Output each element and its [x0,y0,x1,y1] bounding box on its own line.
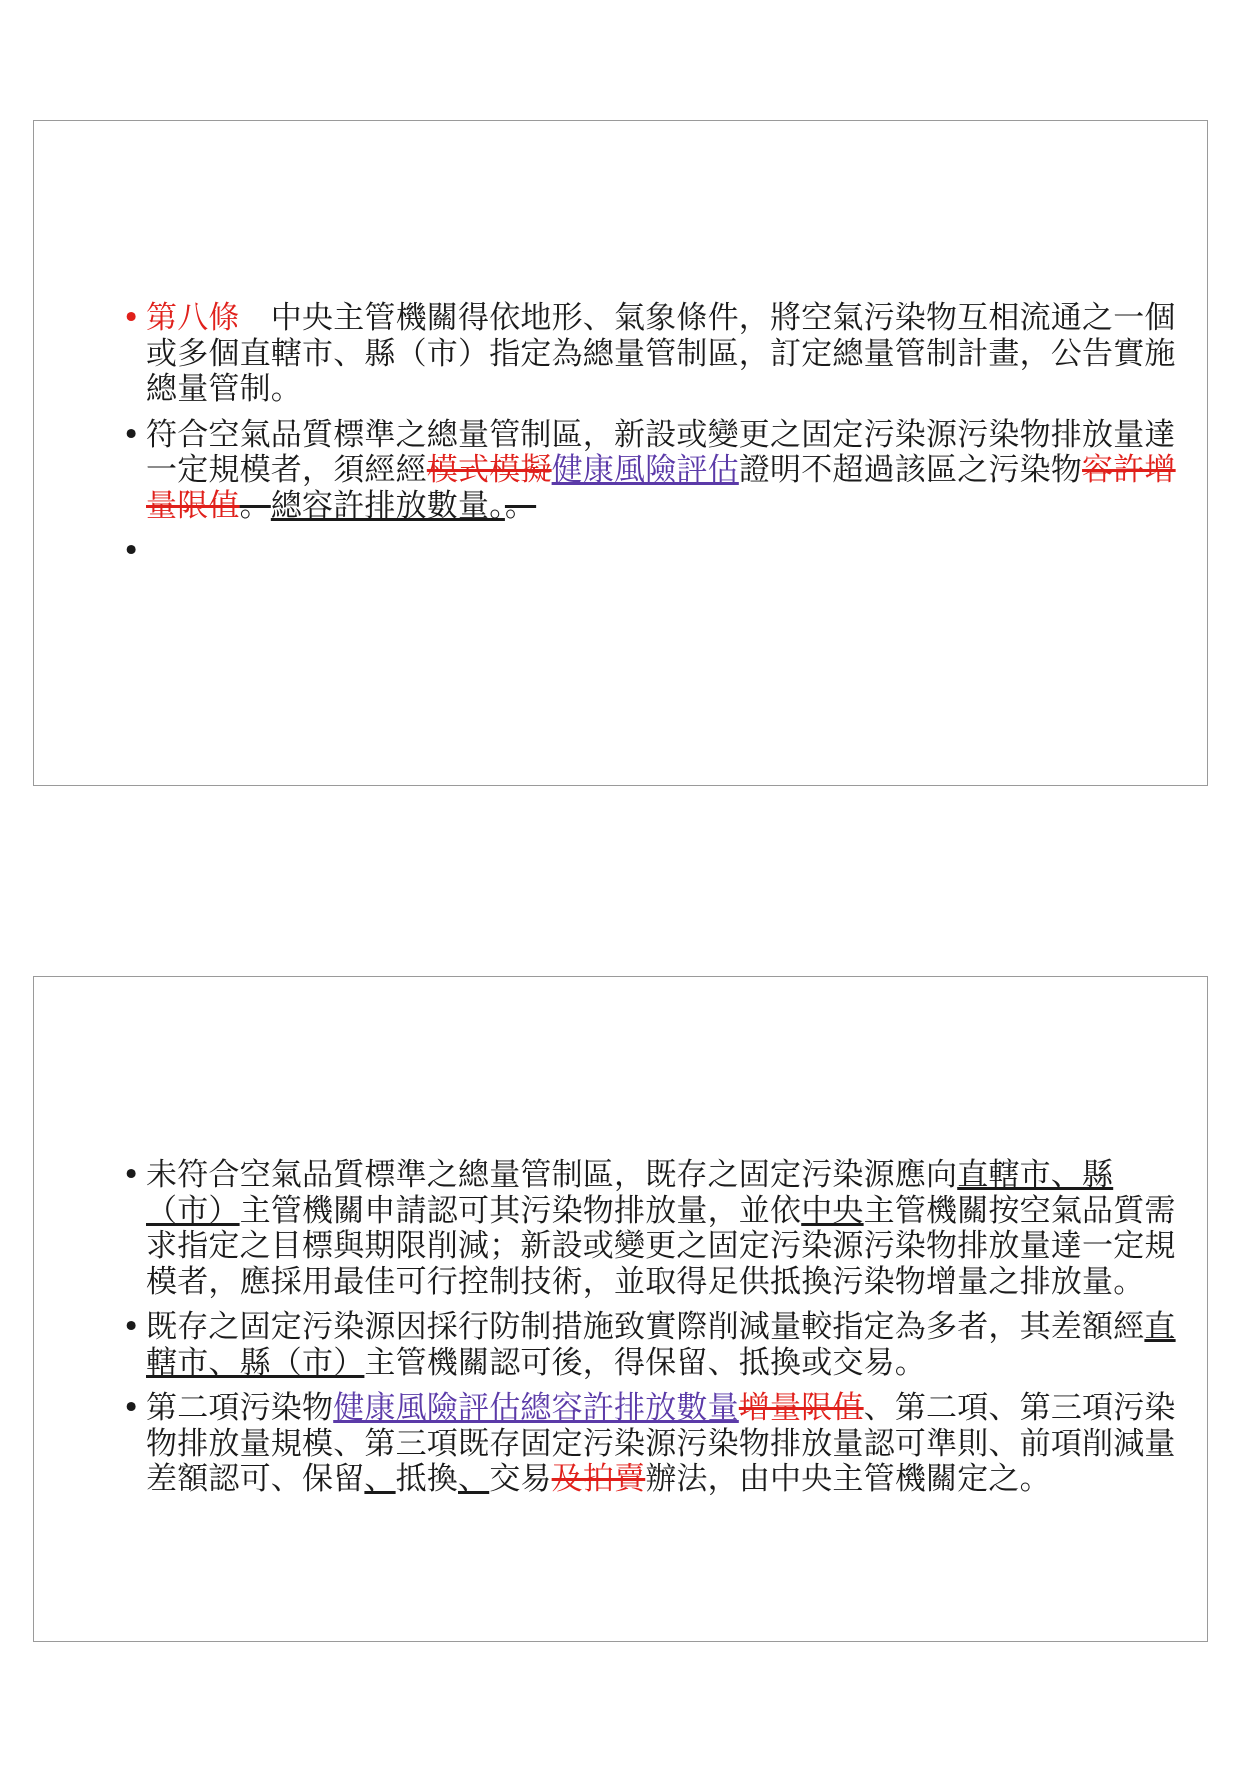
text-segment: 主管機關認可後，得保留、抵換或交易。 [364,1344,927,1381]
text-segment: 、第二項、第三項污染物排放量規模、第三項既存固定污染源污染物排放量認可準則、前項削減量差額認可、保留 [146,1390,1176,1497]
slide-1 [33,120,1208,786]
deleted-text: 增量限值 [738,1390,864,1426]
bullet-item-reduction-difference [122,1310,1182,1381]
text-segment: 符合空氣品質標準之總量管制區，新設或變更之固定污染源污染物排放量達一定規模者，須經經 [146,416,1176,488]
underlined-text: 、 [364,1461,396,1497]
text-segment: 交易 [489,1461,552,1497]
deleted-text: 及拍賣 [551,1461,646,1497]
bullet-list [122,1158,1182,1508]
inserted-text: 健康風險評估 [551,452,739,488]
bullet-item-compliant-zone [122,418,1182,525]
underlined-text: 中央 [801,1192,864,1229]
text-segment: 既存之固定污染源因採行防制措施致實際削減量較指定為多者，其差額經 [146,1309,1145,1345]
text-segment: 主管機關申請認可其污染物排放量，並依 [239,1192,802,1229]
article-number: 第八條 [146,300,240,336]
text-segment: 未符合空氣品質標準之總量管制區，既存之固定污染源應向 [146,1157,958,1193]
bullet-item-regulations [122,1391,1182,1498]
underlined-text: 、 [458,1461,490,1497]
deleted-text: 模式模擬 [426,452,552,488]
underlined-text: 直轄市、縣（市） [146,1309,1176,1381]
bullet-item-article-8 [122,301,1182,408]
deleted-text: 。 [239,487,271,524]
underlined-text: 總容許排放數量。 [270,487,505,524]
text-segment: 第二項污染物 [146,1390,334,1426]
text-segment: 證明不超過該區之污染物 [738,452,1083,488]
deleted-text: 。 [504,487,537,524]
bullet-item-noncompliant-zone [122,1158,1182,1300]
text-segment: 主管機關按空氣品質需求指定之目標與期限削減；新設或變更之固定污染源污染物排放量達一定規模者，應採用最佳可行控制技術，並取得足供抵換污染物增量之排放量。 [146,1192,1176,1300]
slide-2 [33,976,1208,1642]
underlined-text: 直轄市、縣（市） [146,1157,1114,1229]
inserted-text: 健康風險評估總容許排放數量 [333,1390,739,1426]
text-segment: 辦法，由中央主管機關定之。 [645,1461,1051,1497]
deleted-text: 容許增量限值 [146,452,1176,524]
bullet-list [122,301,1182,534]
article-text: 中央主管機關得依地形、氣象條件，將空氣污染物互相流通之一個或多個直轄市、縣（市）指定為總量管制區，訂定總量管制計畫，公告實施總量管制。 [146,300,1176,407]
text-segment: 抵換 [395,1461,459,1497]
